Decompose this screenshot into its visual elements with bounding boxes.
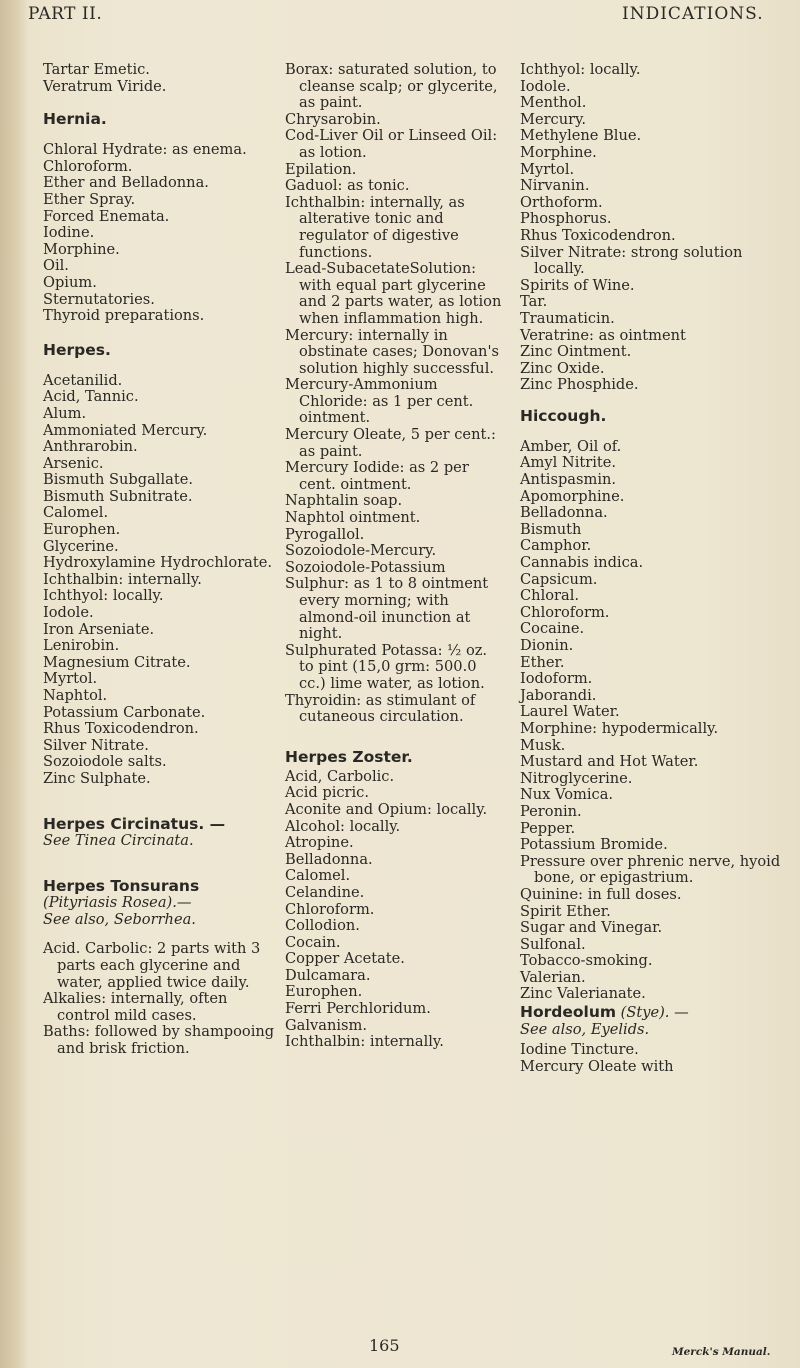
list-item: Alum. <box>43 404 87 422</box>
list-item: Capsicum. <box>520 570 598 588</box>
list-item: Cannabis indica. <box>520 554 644 572</box>
list-item: Europhen. <box>43 521 121 539</box>
heading-hordeolum: Hordeolum <box>520 1003 617 1022</box>
list-item: Ether. <box>520 653 565 671</box>
heading-herpes-zoster: Herpes Zoster. <box>285 747 413 766</box>
list-item: Veratrine: as ointment <box>520 326 686 344</box>
list-item: Rhus Toxicodendron. <box>520 226 676 244</box>
list-item: Acetanilid. <box>43 371 123 389</box>
list-item: Zinc Sulphate. <box>43 769 151 787</box>
list-item: Zinc Valerianate. <box>520 985 646 1003</box>
heading-herpes: Herpes. <box>43 340 111 359</box>
running-header-part: PART II. <box>28 4 103 24</box>
list-item: Morphine. <box>43 240 120 258</box>
list-item: Amyl Nitrite. <box>520 454 617 472</box>
list-item: Phosphorus. <box>520 210 612 228</box>
list-item: Ether Spray. <box>43 190 136 208</box>
list-item: Iodine Tincture. <box>520 1041 639 1059</box>
list-item: Silver Nitrate. <box>43 736 149 754</box>
list-item: Naphtol. <box>43 687 108 704</box>
list-item: Calomel. <box>285 867 351 885</box>
list-herpes-zoster <box>285 769 505 1051</box>
list-item: Nitroglycerine. <box>520 769 633 787</box>
list-item: Baths: followed by shampooing and brisk friction. <box>43 1023 275 1057</box>
list-item: Pyrogallol. <box>285 525 365 543</box>
list-item: Sozoiodole-Mercury. <box>285 542 437 560</box>
list-item: Mercury Oleate with <box>520 1057 674 1075</box>
list-item: Spirits of Wine. <box>520 276 635 294</box>
list-item: Amber, Oil of. <box>520 437 622 455</box>
list-item: Naphtalin soap. <box>285 492 403 510</box>
list-item: Potassium Bromide. <box>520 836 668 854</box>
list-item: Alcohol: locally. <box>285 817 401 835</box>
list-item: Spirit Ether. <box>520 902 611 920</box>
list-item: Ichthalbin: internally. <box>43 570 202 588</box>
page-number: 165 <box>369 1336 400 1355</box>
running-header-section: INDICATIONS. <box>622 4 764 24</box>
heading-hiccough: Hiccough. <box>520 406 607 425</box>
column-3 <box>520 62 792 1075</box>
list-item: Magnesium Citrate. <box>43 653 191 671</box>
list-item: Sulphur: as 1 to 8 ointment every morning; with almond-oil inunction at night. <box>285 575 489 643</box>
list-item: Sternutatories. <box>43 290 155 308</box>
list-item: Ichthyol: locally. <box>43 587 164 605</box>
list-item: Zinc Phosphide. <box>520 376 639 394</box>
list-hordeolum <box>520 1042 792 1075</box>
list-item: Traumaticin. <box>520 309 615 327</box>
list-item: Belladonna. <box>520 504 608 522</box>
list-item: Bismuth Subnitrate. <box>43 487 193 505</box>
list-item: Chloroform. <box>285 900 375 918</box>
list-hernia <box>43 142 277 325</box>
list-item: Sozoiodole-Potassium <box>285 558 446 576</box>
list-item: Acid, Tannic. <box>43 388 139 406</box>
list-item: Ether and Belladonna. <box>43 174 209 192</box>
list-item: Glycerine. <box>43 537 119 555</box>
list-item: Calomel. <box>43 504 109 522</box>
see-reference-tinea: See Tinea Circinata. <box>43 831 194 849</box>
list-item: Valerian. <box>520 968 586 986</box>
list-item: Celandine. <box>285 883 365 901</box>
list-item: Ichthalbin: internally, as alterative tonic and regulator of digestive functions. <box>285 193 465 261</box>
list-item: Tartar Emetic. <box>43 61 150 78</box>
list-item: Collodion. <box>285 917 360 935</box>
list-item: Iodole. <box>520 77 571 95</box>
list-item: Iron Arseniate. <box>43 620 155 638</box>
list-item: Thyroid preparations. <box>43 307 205 325</box>
heading-herpes-tonsurans: Herpes Tonsurans <box>43 877 200 896</box>
list-item: Ichthyol: locally. <box>520 61 641 78</box>
list-item: Laurel Water. <box>520 703 620 721</box>
list-herpes-tonsurans <box>43 941 277 1057</box>
list-item: Chrysarobin. <box>285 110 381 128</box>
list-item: Iodoform. <box>520 670 593 688</box>
column-1 <box>43 62 277 1058</box>
list-item: Acid. Carbolic: 2 parts with 3 parts each glycerine and water, applied twice daily. <box>43 940 261 991</box>
list-item: Cocain. <box>285 933 341 951</box>
list-item: Mercury. <box>520 110 587 128</box>
list-item: Potassium Carbonate. <box>43 703 206 721</box>
list-hiccough <box>520 439 792 1003</box>
list-item: Anthrarobin. <box>43 438 138 456</box>
list-item: Sugar and Vinegar. <box>520 919 663 937</box>
list-item: Galvanism. <box>285 1016 368 1034</box>
list-top-items <box>43 62 277 95</box>
list-item: Zinc Ointment. <box>520 343 632 361</box>
list-item: Mercury-Ammonium Chloride: as 1 per cent. ointment. <box>285 376 474 427</box>
see-reference-eyelids: See also, Eyelids. <box>520 1020 650 1038</box>
list-item: Chloral. <box>520 587 580 605</box>
list-item: Morphine: hypodermically. <box>520 719 719 737</box>
list-item: Aconite and Opium: locally. <box>285 800 488 818</box>
list-item: Quinine: in full doses. <box>520 885 682 903</box>
heading-herpes-circinatus: Herpes Circinatus. — <box>43 814 226 833</box>
list-item: Orthoform. <box>520 193 603 211</box>
list-item: Dionin. <box>520 637 574 654</box>
list-item: Musk. <box>520 736 566 754</box>
list-item: Acid picric. <box>285 784 369 802</box>
list-item: Jaborandi. <box>520 686 597 704</box>
list-item: Oil. <box>43 257 69 275</box>
list-item: Tar. <box>520 293 548 311</box>
heading-hernia: Hernia. <box>43 110 107 129</box>
list-item: Gaduol: as tonic. <box>285 177 410 195</box>
list-item: Peronin. <box>520 802 582 820</box>
list-item: Ichthalbin: internally. <box>285 1033 444 1051</box>
list-item: Belladonna. <box>285 850 373 868</box>
list-item: Cod-Liver Oil or Linseed Oil: as lotion. <box>285 127 498 161</box>
list-item: Iodine. <box>43 224 95 242</box>
list-item: Iodole. <box>43 604 94 622</box>
heading-herpes-tonsurans-subtitle: (Pityriasis Rosea).— <box>43 894 192 912</box>
list-item: Antispasmin. <box>520 471 617 489</box>
list-herpes-tonsurans-continued <box>285 62 505 726</box>
list-item: Sulphurated Potassa: ½ oz. to pint (15,0 grm: 500.0 cc.) lime water, as lotion. <box>285 641 488 692</box>
list-item: Sozoiodole salts. <box>43 753 167 771</box>
list-item: Thyroidin: as stimulant of cutaneous circulation. <box>285 691 476 726</box>
list-herpes <box>43 373 277 788</box>
list-item: Mercury: internally in obstinate cases; Donovan's solution highly successful. <box>285 326 499 377</box>
list-item: Borax: saturated solution, to cleanse scalp; or glycerite, as paint. <box>285 61 498 112</box>
list-item: Forced Enemata. <box>43 207 170 225</box>
list-item: Morphine. <box>520 143 597 161</box>
list-item: Copper Acetate. <box>285 950 405 968</box>
list-item: Arsenic. <box>43 454 104 472</box>
list-item: Alkalies: internally, often control mild cases. <box>43 990 228 1024</box>
list-item: Chloral Hydrate: as enema. <box>43 141 247 159</box>
list-item: Acid, Carbolic. <box>285 767 395 785</box>
list-item: Chloroform. <box>43 157 133 175</box>
list-item: Naphtol ointment. <box>285 509 421 527</box>
list-item: Tobacco-smoking. <box>520 952 653 970</box>
list-item: Methylene Blue. <box>520 127 642 145</box>
list-item: Ammoniated Mercury. <box>43 421 208 439</box>
heading-hordeolum-subtitle: (Stye). — <box>620 1004 689 1022</box>
list-item: Europhen. <box>285 983 363 1001</box>
list-item: Silver Nitrate: strong solution locally. <box>520 243 743 278</box>
page-gutter-shadow <box>0 0 28 1368</box>
list-item: Lenirobin. <box>43 637 120 655</box>
list-item: Nirvanin. <box>520 177 590 195</box>
list-item: Camphor. <box>520 537 592 555</box>
column-2 <box>285 62 505 1051</box>
list-item: Lead-SubacetateSolution: with equal part glycerine and 2 parts water, as lotion when inflammation high. <box>285 260 502 327</box>
list-item: Sulfonal. <box>520 935 586 953</box>
list-item: Rhus Toxicodendron. <box>43 720 199 738</box>
list-herpes-zoster-continued <box>520 62 792 394</box>
list-item: Chloroform. <box>520 603 610 621</box>
list-item: Mercury Iodide: as 2 per cent. ointment. <box>285 459 469 493</box>
list-item: Zinc Oxide. <box>520 359 605 377</box>
list-item: Opium. <box>43 273 97 291</box>
see-reference-seborrhea: See also, Seborrhea. <box>43 910 196 928</box>
list-item: Menthol. <box>520 94 587 112</box>
list-item: Mercury Oleate, 5 per cent.: as paint. <box>285 426 496 460</box>
list-item: Dulcamara. <box>285 966 371 984</box>
list-item: Bismuth <box>520 520 582 538</box>
list-item: Myrtol. <box>520 160 575 178</box>
list-item: Nux Vomica. <box>520 786 614 804</box>
list-item: Hydroxylamine Hydrochlorate. <box>43 554 273 572</box>
list-item: Cocaine. <box>520 620 585 638</box>
list-item: Ferri Perchloridum. <box>285 1000 431 1018</box>
list-item: Veratrum Viride. <box>43 77 167 95</box>
list-item: Atropine. <box>285 834 354 852</box>
list-item: Pressure over phrenic nerve, hyoid bone, or epigastrium. <box>520 852 781 887</box>
list-item: Apomorphine. <box>520 487 625 505</box>
footer-imprint: Merck's Manual. <box>672 1346 771 1358</box>
list-item: Mustard and Hot Water. <box>520 753 699 771</box>
list-item: Bismuth Subgallate. <box>43 471 193 489</box>
list-item: Myrtol. <box>43 670 98 688</box>
list-item: Pepper. <box>520 819 576 837</box>
list-item: Epilation. <box>285 160 357 178</box>
